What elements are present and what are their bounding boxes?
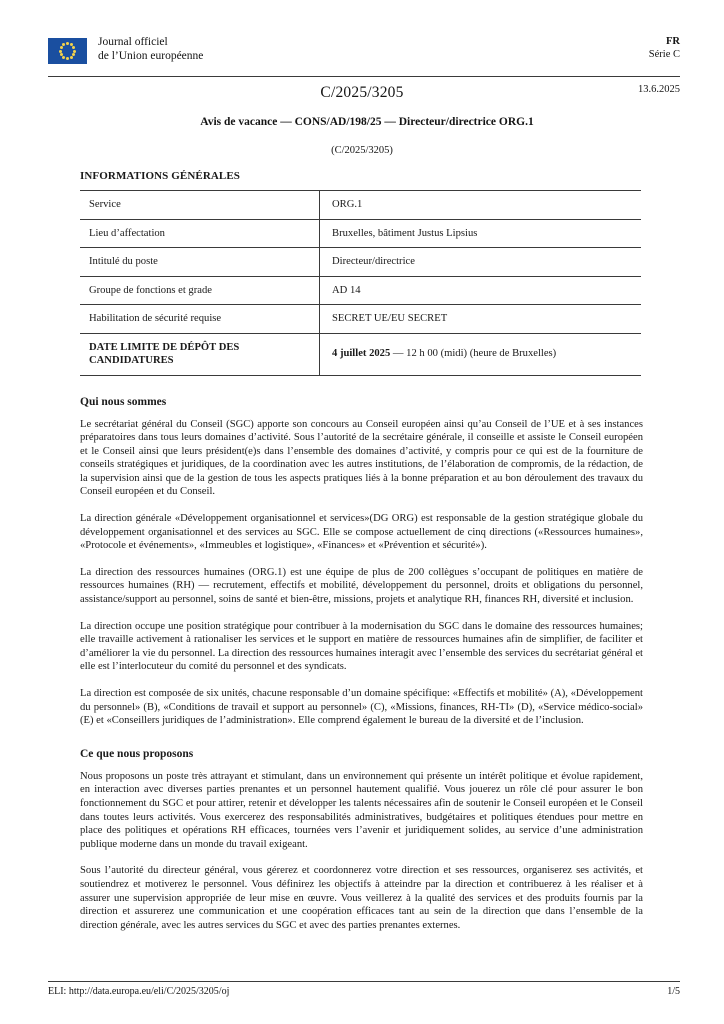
info-value: Bruxelles, bâtiment Justus Lipsius	[320, 219, 642, 248]
publication-date: 13.6.2025	[638, 84, 680, 95]
flag-star-icon	[62, 56, 65, 59]
page-footer	[48, 986, 680, 1000]
language-code: FR	[666, 36, 680, 47]
flag-star-icon	[59, 50, 62, 53]
deadline-value	[320, 333, 642, 375]
european-union-flag-icon	[48, 38, 87, 64]
masthead-right	[649, 36, 680, 61]
flag-star-icon	[70, 56, 73, 59]
eli-link[interactable]: ELI: http://data.europa.eu/eli/C/2025/3205/oj	[48, 986, 230, 997]
journal-title-line1: Journal officiel	[98, 36, 168, 48]
masthead	[48, 36, 680, 78]
footer-rule	[48, 981, 680, 982]
deadline-date: 4 juillet 2025	[332, 348, 391, 360]
table-row	[80, 219, 641, 248]
table-row	[80, 191, 641, 220]
table-row	[80, 305, 641, 334]
journal-title-line2: de l’Union européenne	[98, 49, 204, 62]
deadline-time: — 12 h 00 (midi) (heure de Bruxelles)	[390, 348, 557, 360]
table-row	[80, 276, 641, 305]
info-value: ORG.1	[320, 191, 642, 220]
general-information-table	[80, 190, 641, 376]
flag-star-icon	[66, 57, 69, 60]
masthead-rule	[48, 76, 680, 77]
body-paragraph: La direction est composée de six unités, chacune responsable d’un domaine spécifique: «Effectifs et mobilité» (A), «Développement du personnel» (B), «Conditions de travail et support au personnel» (C), «Missions, finances, RH-TI» (D), «Service médico-social» (E) et «Conseillers juridiques de l’administration». Elle comprend également le bureau de la diversité et de l’inclusion.	[80, 688, 643, 727]
info-label: Service	[80, 191, 320, 220]
flag-star-icon	[72, 53, 75, 56]
info-value: AD 14	[320, 276, 642, 305]
body-paragraph: La direction des ressources humaines (ORG.1) est une équipe de plus de 200 collègues s’occupant de politiques en matière de ressources humaines (RH) — recrutement, effectifs et mobilité, développement du personnel, droits et obligations du personnel, assistance/support au personnel, soins de santé et bien-être, missions, projets et analytique RH, finances RH, diversité et inclusion.	[80, 566, 643, 606]
document-number: C/2025/3205	[320, 84, 404, 101]
page-number: 1/5	[667, 986, 680, 997]
document-body	[80, 170, 643, 932]
flag-star-icon	[72, 46, 75, 49]
info-value: SECRET UE/EU SECRET	[320, 305, 642, 334]
body-paragraph: Nous proposons un poste très attrayant et stimulant, dans un environnement qui présente un intérêt politique et évolue rapidement, en interaction avec diverses parties prenantes et un personnel hautement qualifié. Vous jouerez un rôle clé pour assurer le bon fonctionnement du SGC et pour attirer, retenir et développer les talents nécessaires afin de soutenir le Conseil européen et le Conseil dans toutes leurs activités. Vous exercerez des responsabilités administratives, budgétaires et politiques étendues pour mettre en place des politiques et opérations RH efficaces, tournées vers l’avenir et juridiquement solides, au service d’une administration publique moderne dans un monde du travail exigeant.	[80, 770, 643, 850]
table-row-deadline	[80, 333, 641, 375]
info-label: Intitulé du poste	[80, 248, 320, 277]
body-paragraph: Sous l’autorité du directeur général, vous gérerez et coordonnerez votre direction et ses ressources, organiserez ses activités, et soutiendrez et motiverez le personnel. Vous définirez les objectifs à atteindre par la direction et contribuerez à les réaliser et à assurer une supervision appropriée de leur mise en œuvre. Vous veillerez à la qualité des services et des produits fournis par la direction et assurerez une communication et une coopération efficaces tant au sein de la direction que dans l’ensemble de la direction générale, avec les autres services du SGC et avec des parties prenantes externes.	[80, 865, 643, 931]
general-information-heading: INFORMATIONS GÉNÉRALES	[80, 170, 240, 182]
series-label: Série C	[648, 48, 680, 60]
info-label: Lieu d’affectation	[80, 219, 320, 248]
info-label: Groupe de fonctions et grade	[80, 276, 320, 305]
section-heading: Qui nous sommes	[80, 395, 167, 408]
flag-star-icon	[60, 46, 63, 49]
journal-title	[98, 36, 203, 63]
body-paragraph: La direction générale «Développement organisationnel et services»(DG ORG) est responsable de la gestion stratégique globale du développement organisationnel et des services au SGC. Elle se compose actuellement de cinq directions («Ressources humaines», «Protocole et événements», «Immeubles et logistique», «Finances» et «Prévention et sécurité»).	[80, 513, 643, 552]
flag-star-icon	[62, 43, 65, 46]
flag-star-icon	[60, 53, 63, 56]
flag-star-icon	[66, 42, 69, 45]
table-row	[80, 248, 641, 277]
deadline-label: DATE LIMITE DE DÉPÔT DES CANDIDATURES	[80, 333, 320, 375]
document-reference: (C/2025/3205)	[331, 145, 393, 156]
section-heading: Ce que nous proposons	[80, 747, 194, 760]
body-paragraph: La direction occupe une position stratégique pour contribuer à la modernisation du SGC dans le domaine des ressources humaines; elle travaille activement à rationaliser les services et le support en matière de ressources humaines afin de simplifier, de faciliter et d’améliorer la vie du personnel. La direction des ressources humaines interagit avec l’ensemble des services du secrétariat général et elle est l’interlocuteur du comité du personnel et des syndicats.	[80, 620, 643, 673]
info-label: Habilitation de sécurité requise	[80, 305, 320, 334]
body-paragraph: Le secrétariat général du Conseil (SGC) apporte son concours au Conseil européen ainsi qu’au Conseil de l’UE et à ses instances préparatoires dans tous leurs domaines d’activité. Sous l’autorité de la secrétaire générale, il conseille et assiste le Conseil européen et le Conseil ainsi que leurs président(e)s dans l’ensemble des domaines d’activité, y compris pour ce qui est de la fourniture de conseils stratégiques et juridiques, de la coordination avec les autres institutions, de l’élaboration de compromis, de la rédaction, de la supervision ainsi que de la gestion de tous les aspects pratiques liés à la bonne préparation et au bon déroulement des travaux du Conseil européen et du Conseil.	[80, 418, 643, 498]
flag-star-icon	[73, 50, 76, 53]
masthead-left	[48, 36, 203, 64]
page-title: Avis de vacance — CONS/AD/198/25 — Directeur/directrice ORG.1	[200, 116, 534, 128]
info-value: Directeur/directrice	[320, 248, 642, 277]
